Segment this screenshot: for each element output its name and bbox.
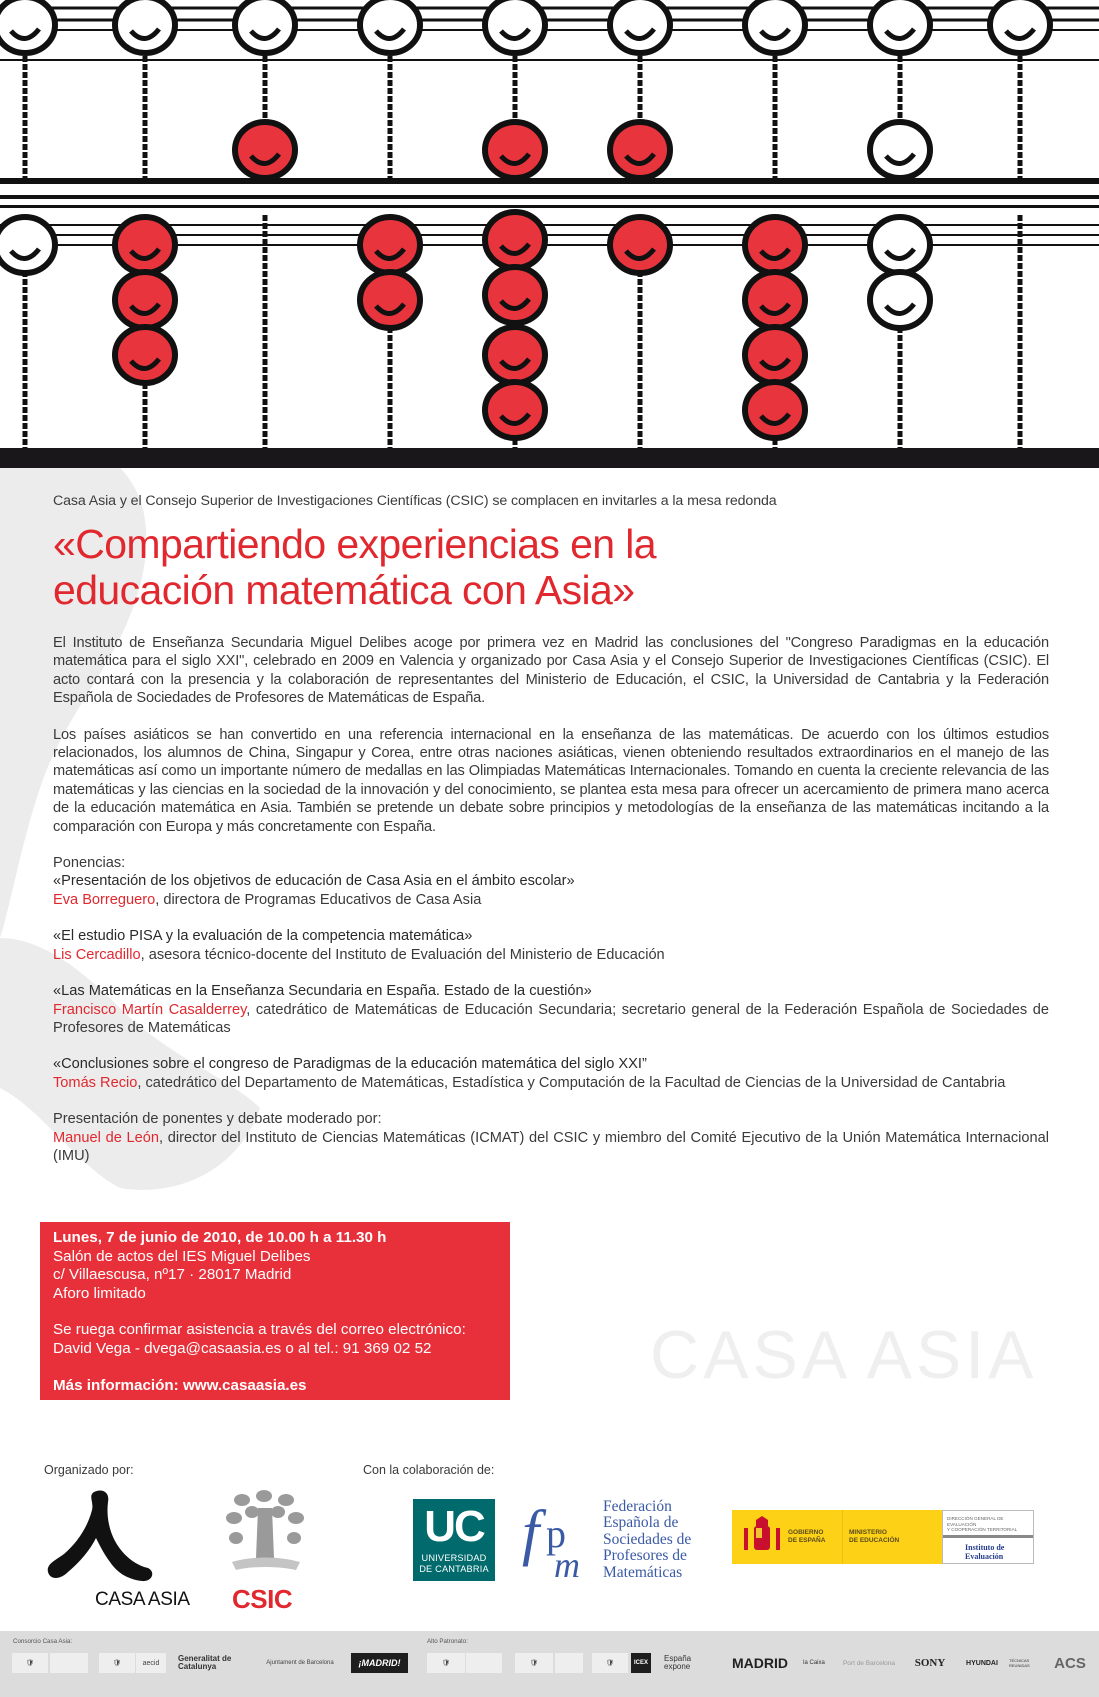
speaker-role: , directora de Programas Educativos de Casa Asia xyxy=(155,891,482,908)
white-bead xyxy=(745,0,805,53)
speaker-name: Lis Cercadillo xyxy=(53,946,141,963)
event-address: c/ Villaescusa, nº17 · 28017 Madrid xyxy=(53,1266,292,1284)
moderator-label: Presentación de ponentes y debate moderado por: xyxy=(53,1111,382,1128)
moderator-block xyxy=(53,1110,1049,1165)
sponsor-logo-aecid: aecid xyxy=(136,1653,166,1673)
uc-logo-mark: UC xyxy=(424,1502,484,1551)
svg-text:m: m xyxy=(554,1545,580,1581)
red-bead xyxy=(745,327,805,383)
speaker-name: Eva Borreguero xyxy=(53,891,156,908)
talk-title: «El estudio PISA y la evaluación de la competencia matemática» xyxy=(53,928,473,945)
instituto-evaluacion-text: Instituto de Evaluación xyxy=(965,1543,1005,1561)
event-date: Lunes, 7 de junio de 2010, de 10.00 h a 11.30 h xyxy=(53,1229,387,1246)
sponsor-logo: 🛡 xyxy=(12,1653,48,1673)
organized-by-label: Organizado por: xyxy=(44,1463,134,1477)
sponsor-logo: 🛡 xyxy=(592,1653,628,1673)
talk-item xyxy=(53,927,1049,964)
sponsor-logo: 🛡 xyxy=(427,1653,465,1673)
abacus-beam xyxy=(0,205,1099,208)
white-bead xyxy=(990,0,1050,53)
red-bead xyxy=(235,122,295,178)
fespm-line: Matemáticas xyxy=(603,1563,683,1581)
direccion-text: DIRECCIÓN GENERAL DE EVALUACIÓN Y COOPERACIÓN TERRITORIAL xyxy=(947,1516,1018,1533)
rsvp-contact[interactable]: David Vega - dvega@casaasia.es o al tel.: 91 369 02 52 xyxy=(53,1339,432,1357)
red-bead xyxy=(485,212,545,268)
sponsor-logo-acs: ACS xyxy=(1054,1654,1086,1672)
sponsor-logo-tecnicas-reunidas: TÉCNICAS REUNIDAS xyxy=(1009,1658,1030,1668)
red-bead xyxy=(485,327,545,383)
spain-coat-of-arms-icon xyxy=(742,1516,782,1558)
fespm-line: Sociedades de xyxy=(603,1530,692,1548)
speaker-role: , asesora técnico-docente del Instituto de Evaluación del Ministerio de Educación xyxy=(140,946,665,963)
red-bead xyxy=(485,122,545,178)
red-bead xyxy=(485,382,545,438)
red-bead xyxy=(745,217,805,273)
red-bead xyxy=(115,217,175,273)
fespm-line: Profesores de xyxy=(603,1547,687,1565)
uc-logo-line: UNIVERSIDAD xyxy=(421,1553,487,1563)
talk-item xyxy=(53,982,1049,1037)
description-paragraph: El Instituto de Enseñanza Secundaria Miguel Delibes acoge por primera vez en Madrid las conclusiones del "Congreso Paradigmas en la educación matemática para el siglo XXI", celebrado en 2009 en Valencia y organizado por Casa Asia y el Consejo Superior de Investigaciones Científicas (CSIC). El acto contará con la presencia y la colaboración de representantes del Ministerio de Educación, el CSIC, la Universidad de Cantabria y la Federación Española de Sociedades de Profesores de Matemáticas de España. xyxy=(53,635,1049,707)
sponsor-logo: 🛡 xyxy=(515,1653,553,1673)
white-bead xyxy=(115,0,175,53)
rsvp-text: Se ruega confirmar asistencia a través del correo electrónico: xyxy=(53,1321,466,1339)
white-bead xyxy=(870,0,930,53)
sponsors-strip xyxy=(0,1631,1099,1697)
red-bead xyxy=(485,267,545,323)
red-bead xyxy=(115,327,175,383)
ponencias-label: Ponencias: xyxy=(53,855,126,872)
moderator-name: Manuel de León xyxy=(53,1129,160,1146)
sponsor-logo-madrid: ¡MADRID! xyxy=(351,1653,408,1673)
red-bead xyxy=(360,272,420,328)
instituto-evaluacion-panel xyxy=(942,1510,1034,1564)
title-line-2: educación matemática con Asia» xyxy=(53,567,635,613)
talk-item xyxy=(53,872,1049,909)
white-bead xyxy=(485,0,545,53)
description-paragraph: Los países asiáticos se han convertido en una referencia internacional en la enseñanza de las matemáticas. De acuerdo con los últimos estudios relacionados, los alumnos de China, Singapur y Corea, entre otras naciones asiáticas, vienen obteniendo resultados extraordinarios en el manejo de las matemáticas así como un importante número de medallas en las Olimpiadas Matemáticas Internacionales. Tomando en cuenta la creciente relevancia de las matemáticas y las ciencias en la sociedad de la innovación y del conocimiento, se plantea esta mesa para ofrecer un acercamiento de primera mano acerca de la educación matemática en Asia. También se pretende un debate sobre principios y metodologías de la enseñanza de las matemáticas incitando a la comparación con Europa y más concretamente con España. xyxy=(53,726,1049,835)
talk-title: «Presentación de los objetivos de educación de Casa Asia en el ámbito escolar» xyxy=(53,873,575,890)
abacus-bottom-frame xyxy=(0,448,1099,468)
event-title xyxy=(53,521,1049,613)
sponsor-logo-espana-expone: España expone xyxy=(664,1654,692,1671)
fespm-line: Española de xyxy=(603,1514,679,1532)
sponsor-logo: 🛡 xyxy=(99,1653,135,1673)
svg-text:f: f xyxy=(522,1499,540,1567)
abacus-beam xyxy=(0,178,1099,184)
red-bead xyxy=(360,217,420,273)
universidad-cantabria-logo xyxy=(413,1499,495,1581)
abacus-illustration xyxy=(0,0,1099,468)
title-line-1: «Compartiendo experiencias en la xyxy=(53,521,657,567)
casa-asia-watermark-text: CASA ASIA xyxy=(650,1317,1038,1393)
red-bead xyxy=(610,217,670,273)
talk-title: «Conclusiones sobre el congreso de Paradigmas de la educación matemática del siglo XXI” xyxy=(53,1056,647,1073)
speaker-name: Francisco Martín Casalderrey xyxy=(53,1001,247,1018)
ministerio-text: MINISTERIO DE EDUCACIÓN xyxy=(842,1510,899,1564)
sponsor-logo xyxy=(50,1653,88,1673)
csic-tree-icon xyxy=(222,1488,308,1582)
white-bead xyxy=(870,122,930,178)
talk-item xyxy=(53,1055,1049,1092)
sponsor-logo-sony: SONY xyxy=(914,1657,946,1669)
sponsor-logo xyxy=(466,1653,502,1673)
sponsor-logo-hyundai: HYUNDAI xyxy=(966,1659,998,1667)
white-bead xyxy=(0,0,55,53)
gobierno-text: GOBIERNO DE ESPAÑA xyxy=(788,1529,826,1544)
white-bead xyxy=(0,217,55,273)
alto-patronato-label: Alto Patronato: xyxy=(427,1638,468,1645)
event-details-box xyxy=(40,1222,510,1400)
more-info-link[interactable]: Más información: www.casaasia.es xyxy=(53,1376,307,1394)
casa-asia-logo-icon xyxy=(46,1488,156,1583)
white-bead xyxy=(870,272,930,328)
invitation-content xyxy=(53,493,1049,1165)
sponsor-logo-la-caixa: la Caixa xyxy=(803,1660,825,1666)
fespm-monogram-icon xyxy=(520,1497,602,1581)
sponsor-logo-ajuntament: Ajuntament de Barcelona xyxy=(266,1660,334,1666)
red-bead xyxy=(745,272,805,328)
sponsor-logo-port-barcelona: Port de Barcelona xyxy=(842,1659,896,1667)
white-bead xyxy=(610,0,670,53)
white-bead xyxy=(870,217,930,273)
sponsor-logo-promomadrid: MADRID xyxy=(732,1655,788,1671)
white-bead xyxy=(235,0,295,53)
fespm-logo-text xyxy=(603,1499,691,1581)
speaker-role: , catedrático de Matemáticas de Educación Secundaria; secretario general de la Federación Española de Sociedades de Profesores de Matemáticas xyxy=(53,1001,1049,1036)
event-venue: Salón de actos del IES Miguel Delibes xyxy=(53,1247,311,1265)
red-bead xyxy=(745,382,805,438)
collaboration-label: Con la colaboración de: xyxy=(363,1463,495,1477)
red-bead xyxy=(115,272,175,328)
talk-title: «Las Matemáticas en la Enseñanza Secundaria en España. Estado de la cuestión» xyxy=(53,983,592,1000)
moderator-role: , director del Instituto de Ciencias Matemáticas (ICMAT) del CSIC y miembro del Comité Ejecutivo de la Unión Matemática Internacional (IMU) xyxy=(53,1129,1050,1164)
uc-logo-line: DE CANTABRIA xyxy=(419,1563,489,1574)
sponsor-logo-icex: ICEX xyxy=(631,1653,651,1673)
speaker-role: , catedrático del Departamento de Matemáticas, Estadística y Computación de la Facultad de Ciencias de la Universidad de Cantabria xyxy=(137,1074,1006,1091)
casa-asia-logo-text: CASA ASIA xyxy=(95,1589,190,1610)
ministerio-educacion-logo xyxy=(732,1510,1034,1564)
speaker-name: Tomás Recio xyxy=(53,1074,138,1091)
event-capacity: Aforo limitado xyxy=(53,1284,146,1302)
red-bead xyxy=(610,122,670,178)
intro-text: Casa Asia y el Consejo Superior de Investigaciones Científicas (CSIC) se complacen en invitarles a la mesa redonda xyxy=(53,493,777,509)
abacus-beam xyxy=(0,195,1099,199)
consorcio-label: Consorcio Casa Asia: xyxy=(13,1638,73,1645)
csic-logo-text: CSIC xyxy=(232,1584,293,1614)
sponsor-logo-generalitat: Generalitat de Catalunya xyxy=(178,1654,232,1671)
sponsor-logo xyxy=(555,1653,583,1673)
svg-text:p: p xyxy=(546,1511,566,1556)
white-bead xyxy=(360,0,420,53)
fespm-line: Federación xyxy=(603,1498,672,1515)
